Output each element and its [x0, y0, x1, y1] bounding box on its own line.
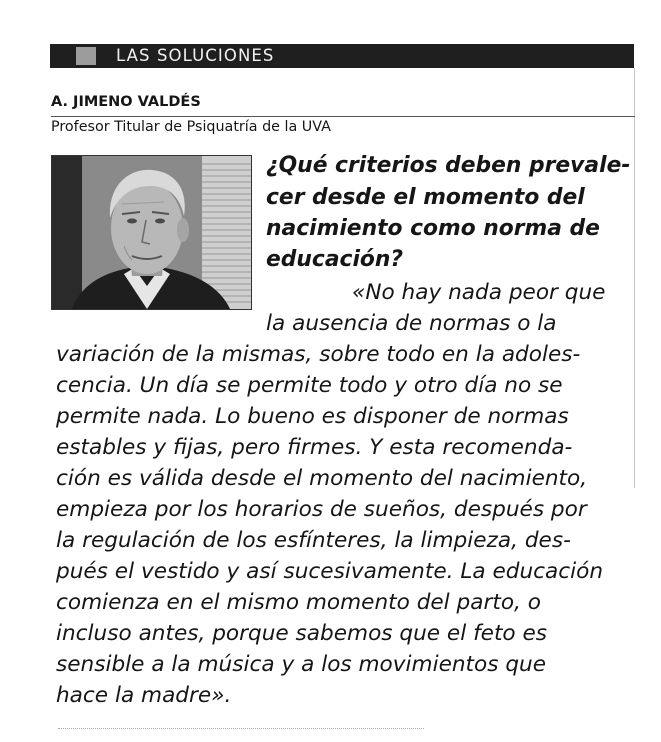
body-line: «No hay nada peor que — [352, 280, 606, 305]
author-name: A. JIMENO VALDÉS — [51, 94, 201, 110]
section-marker-icon — [76, 47, 96, 65]
body-line: sensible a la música y a los movimientos que — [56, 652, 547, 677]
question-line: educación? — [266, 247, 404, 272]
bottom-divider — [58, 728, 424, 729]
section-title: LAS SOLUCIONES — [116, 46, 275, 65]
question-line: cer desde el momento del — [266, 185, 585, 210]
body-line: ción es válida desde el momento del nacimiento, — [56, 466, 588, 491]
author-title: Profesor Titular de Psiquatría de la UVA — [51, 119, 331, 135]
body-line: comienza en el mismo momento del parto, o — [56, 590, 541, 615]
question-line: nacimiento como norma de — [266, 216, 600, 241]
section-header — [50, 44, 634, 68]
body-line: incluso antes, porque sabemos que el feto es — [56, 621, 548, 646]
body-line: variación de la mismas, sobre todo en la adoles- — [56, 342, 581, 367]
body-line: hace la madre». — [56, 683, 232, 708]
question-line: ¿Qué criterios deben prevale- — [266, 153, 631, 178]
body-line: la ausencia de normas o la — [266, 311, 557, 336]
column-rule — [634, 68, 635, 488]
body-line: cencia. Un día se permite todo y otro día no se — [56, 373, 563, 398]
body-line: la regulación de los esfínteres, la limpieza, des- — [56, 528, 571, 553]
body-line: estables y fijas, pero firmes. Y esta recomenda- — [56, 435, 573, 460]
author-divider — [51, 116, 635, 117]
body-line: permite nada. Lo bueno es disponer de normas — [56, 404, 569, 429]
body-line: empieza por los horarios de sueños, después por — [56, 497, 587, 522]
body-line: pués el vestido y así sucesivamente. La educación — [56, 559, 604, 584]
author-photo — [51, 155, 252, 310]
